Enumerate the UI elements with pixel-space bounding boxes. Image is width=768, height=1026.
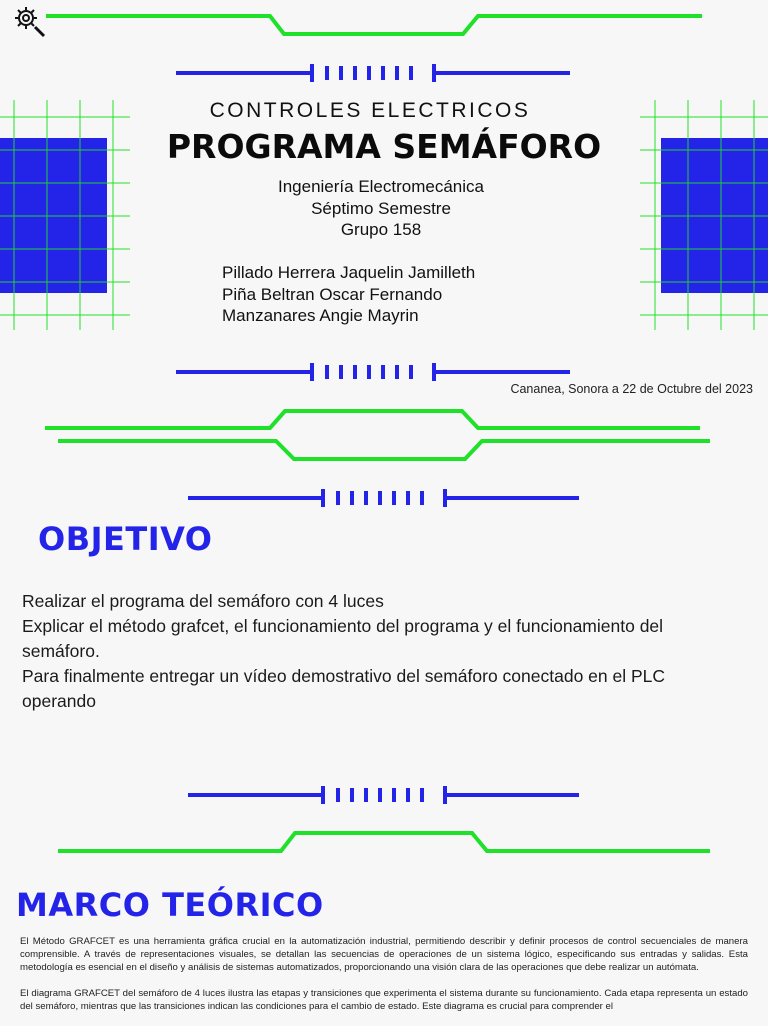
gear-magnifier-icon <box>12 4 48 40</box>
date-line: Cananea, Sonora a 22 de Octubre del 2023 <box>510 382 753 396</box>
semester-label: Séptimo Semestre <box>311 199 451 218</box>
objetivo-line: Explicar el método grafcet, el funcionamiento del programa y el funcionamiento del semáforo. <box>22 616 664 661</box>
marco-text <box>20 935 748 1026</box>
bottom-green-trace <box>58 833 710 851</box>
marco-paragraph: El diagrama GRAFCET del semáforo de 4 luces ilustra las etapas y transiciones que experimenta el sistema durante su funcionamiento. Cada etapa representa un estado del semáforo, mientras que las transiciones indican las condiciones para el cambio de estado. Este diagrama es crucial para comprender el <box>20 988 748 1012</box>
objetivo-heading: OBJETIVO <box>38 520 213 558</box>
career-label: Ingeniería Electromecánica <box>277 177 484 196</box>
marco-heading: MARCO TEÓRICO <box>16 886 324 924</box>
objetivo-line: Para finalmente entregar un vídeo demostrativo del semáforo conectado en el PLC operando <box>22 666 666 711</box>
marco-paragraph: El Método GRAFCET es una herramienta gráfica crucial en la automatización industrial, permitiendo describir y definir procesos de control secuenciales de manera comprensible. A través de representaciones visuales, se detallan las secuencias de operaciones de un sistema lógico, especificando sus entradas y salidas. Esta metodología es esencial en el diseño y análisis de sistemas automatizados, proporcionando una visión clara de las operaciones que debe realizar un autómata. <box>20 936 748 973</box>
green-trace-lower <box>58 441 710 459</box>
group-label: Grupo 158 <box>340 220 422 239</box>
objetivo-line: Realizar el programa del semáforo con 4 luces <box>22 591 384 611</box>
top-green-trace <box>46 16 702 34</box>
authors-list <box>222 262 562 327</box>
blue-connector-1 <box>176 64 570 82</box>
blue-connector-4 <box>188 786 579 804</box>
blue-connector-2 <box>176 363 570 381</box>
course-subtitle: CONTROLES ELECTRICOS <box>209 99 531 122</box>
author-name: Manzanares Angie Mayrin <box>222 306 419 325</box>
green-trace-upper <box>45 411 700 428</box>
page-title: PROGRAMA SEMÁFORO <box>166 127 602 166</box>
author-name: Pillado Herrera Jaquelin Jamilleth <box>222 263 476 282</box>
objetivo-text <box>22 589 722 714</box>
blue-connector-3 <box>188 489 579 507</box>
author-name: Piña Beltran Oscar Fernando <box>222 284 443 304</box>
